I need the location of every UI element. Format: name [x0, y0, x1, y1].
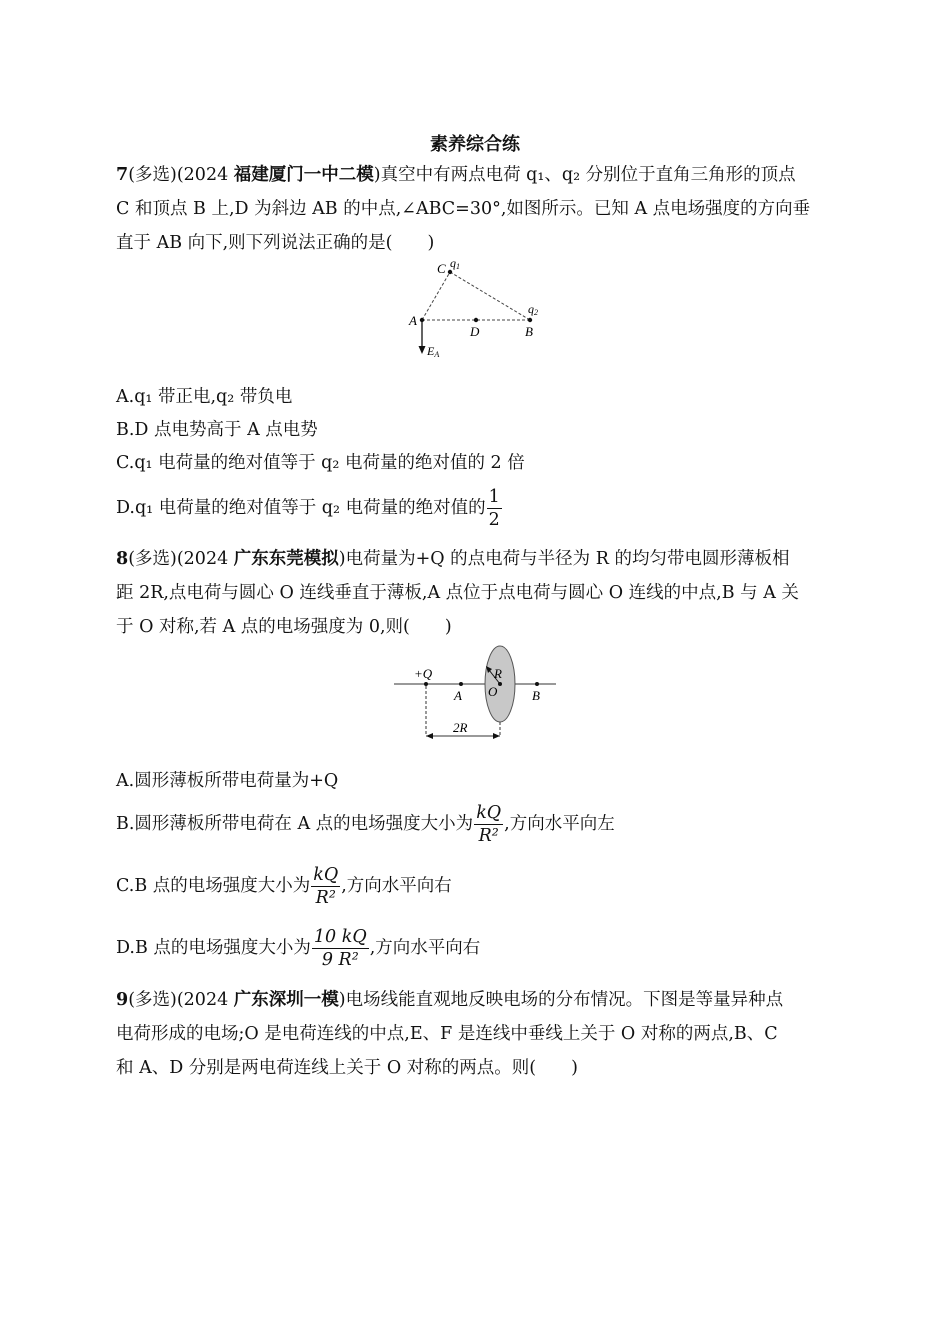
q8-label-b: B: [532, 688, 540, 703]
q8-option-c-text: C.B 点的电场强度大小为: [116, 876, 311, 896]
q8-source: 广东东莞模拟: [233, 549, 339, 569]
q7-option-d-fraction: [487, 486, 502, 531]
q7-label-b: B: [525, 324, 533, 339]
q7-line-1: [116, 163, 836, 187]
q8-d-num: 10 kQ: [313, 927, 367, 947]
q8-tag: (多选)(2024: [128, 549, 234, 569]
q9-line-3: 和 A、D 分别是两电荷连线上关于 O 对称的两点。则( ): [116, 1058, 578, 1078]
q8-option-b-fraction: [474, 802, 503, 847]
q9-line-1: [116, 988, 836, 1012]
page-title: 素养综合练: [430, 134, 520, 155]
q8-option-b-text: B.圆形薄板所带电荷在 A 点的电场强度大小为: [116, 814, 474, 834]
q8-option-b: [116, 802, 836, 847]
q7-number: 7: [116, 165, 129, 185]
q8-number: 8: [116, 549, 129, 569]
q7-option-a: A.q₁ 带正电,q₂ 带负电: [116, 387, 293, 407]
q8-option-d-text: D.B 点的电场强度大小为: [116, 938, 311, 958]
q8-point-b: [535, 682, 539, 686]
q8-label-r: R: [494, 666, 502, 681]
q8-option-c: [116, 864, 836, 909]
q7-source: 福建厦门一中二模: [233, 165, 374, 185]
q8-label-o: O: [488, 684, 498, 699]
q8-label-2r: 2R: [453, 720, 468, 735]
q8-b-den: R²: [478, 826, 499, 846]
q8-dim-arrow-left: [426, 733, 433, 739]
q8-c-den: R²: [315, 888, 336, 908]
q8-option-d-suffix: ,方向水平向右: [369, 938, 481, 958]
q8-line-1: [116, 547, 836, 571]
q9-number: 9: [116, 990, 129, 1010]
q7-label-ea: EA: [427, 344, 440, 359]
q8-label-q: +Q: [414, 666, 433, 681]
q7-line-3: 直于 AB 向下,则下列说法正确的是( ): [116, 233, 435, 253]
q8-c-num: kQ: [313, 865, 339, 885]
q7-text-1: )真空中有两点电荷 q₁、q₂ 分别位于直角三角形的顶点: [373, 165, 796, 185]
q7-field-arrowhead: [419, 346, 426, 354]
q7-option-c: C.q₁ 电荷量的绝对值等于 q₂ 电荷量的绝对值的 2 倍: [116, 453, 525, 473]
q8-d-den: 9 R²: [321, 950, 359, 970]
q8-line-2: 距 2R,点电荷与圆心 O 连线垂直于薄板,A 点位于点电荷与圆心 O 连线的中点,B 与 A 关: [116, 583, 799, 603]
q7-edge-cb: [450, 272, 530, 320]
q7-point-c: [448, 270, 452, 274]
q9-tag: (多选)(2024: [128, 990, 234, 1010]
q7-tag: (多选)(2024: [128, 165, 234, 185]
q7-label-q1: q1: [450, 258, 460, 271]
q7-label-d: D: [470, 324, 480, 339]
q7-edge-ac: [422, 272, 450, 320]
q9-source: 广东深圳一模: [233, 990, 339, 1010]
q7-option-d: [116, 486, 836, 531]
q8-line-3: 于 O 对称,若 A 点的电场强度为 0,则( ): [116, 617, 452, 637]
q7-point-b: [528, 318, 532, 322]
q7-frac-num: 1: [488, 487, 500, 507]
q8-option-a: A.圆形薄板所带电荷量为+Q: [116, 771, 339, 791]
q8-dim-arrow-right: [493, 733, 500, 739]
q8-point-a: [459, 682, 463, 686]
q7-option-d-text: D.q₁ 电荷量的绝对值等于 q₂ 电荷量的绝对值的: [116, 498, 486, 518]
q8-option-d-fraction: [312, 926, 369, 971]
q8-label-a: A: [454, 688, 462, 703]
q8-option-c-fraction: [311, 864, 340, 909]
q8-option-b-suffix: ,方向水平向左: [504, 814, 615, 834]
q7-label-q2: q2: [528, 302, 538, 317]
q8-b-num: kQ: [476, 803, 502, 823]
q7-point-d: [474, 318, 478, 322]
q8-option-c-suffix: ,方向水平向右: [341, 876, 452, 896]
q9-line-2: 电荷形成的电场;O 是电荷连线的中点,E、F 是连线中垂线上关于 O 对称的两点,B、C: [116, 1024, 778, 1044]
q8-point-q: [424, 682, 428, 686]
q7-label-a: A: [409, 313, 417, 328]
q7-label-c: C: [437, 261, 446, 276]
q8-option-d: [116, 926, 836, 971]
q9-text-1: )电场线能直观地反映电场的分布情况。下图是等量异种点: [338, 990, 784, 1010]
q7-frac-den: 2: [488, 510, 500, 530]
q8-text-1: )电荷量为+Q 的点电荷与半径为 R 的均匀带电圆形薄板相: [338, 549, 790, 569]
q7-line-2: C 和顶点 B 上,D 为斜边 AB 的中点,∠ABC=30°,如图所示。已知 A 点电场强度的方向垂: [116, 199, 811, 219]
q7-figure: [400, 258, 560, 364]
q7-option-b: B.D 点电势高于 A 点电势: [116, 420, 318, 440]
q8-figure: [392, 640, 562, 740]
